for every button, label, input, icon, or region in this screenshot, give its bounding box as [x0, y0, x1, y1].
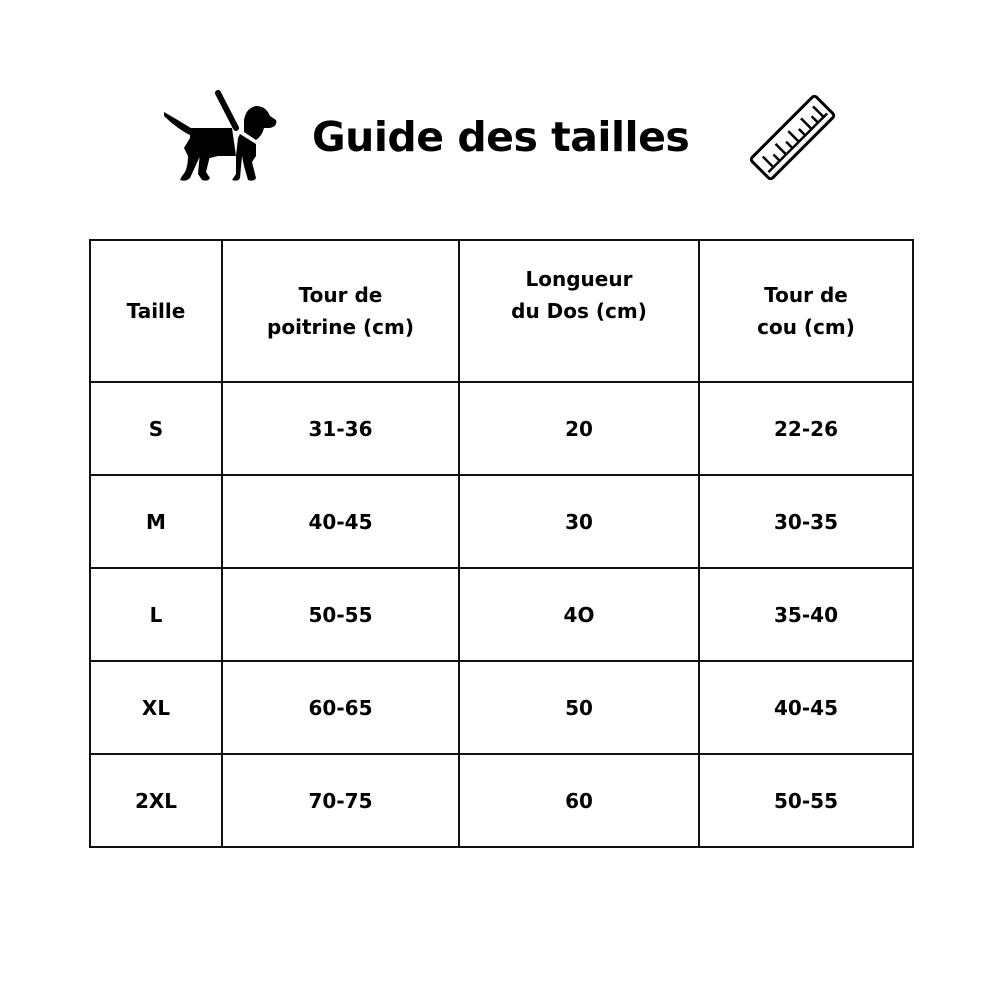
- header: [0, 85, 1000, 190]
- table-row: [90, 382, 913, 475]
- cell-chest: 40-45: [222, 475, 459, 568]
- cell-size: XL: [90, 661, 222, 754]
- cell-back-length: 30: [459, 475, 699, 568]
- cell-back-length: 60: [459, 754, 699, 847]
- ruler-icon: [745, 90, 840, 185]
- column-header-label: du Dos (cm): [511, 299, 647, 323]
- cell-size: S: [90, 382, 222, 475]
- cell-size: 2XL: [90, 754, 222, 847]
- table-row: [90, 568, 913, 661]
- cell-neck: 40-45: [699, 661, 913, 754]
- cell-chest: 70-75: [222, 754, 459, 847]
- column-header-label: poitrine (cm): [267, 315, 414, 339]
- cell-neck: 35-40: [699, 568, 913, 661]
- cell-size: M: [90, 475, 222, 568]
- cell-chest: 50-55: [222, 568, 459, 661]
- cell-back-length: 50: [459, 661, 699, 754]
- column-header-label: Tour de: [764, 283, 848, 307]
- guide-dog-icon: [160, 90, 280, 185]
- column-header-neck: [699, 240, 913, 382]
- column-header-label: Longueur: [525, 267, 633, 291]
- cell-neck: 30-35: [699, 475, 913, 568]
- column-header-chest: [222, 240, 459, 382]
- column-header-back-length: [459, 240, 699, 382]
- table-row: [90, 475, 913, 568]
- column-header-label: cou (cm): [757, 315, 855, 339]
- table-header-row: [90, 240, 913, 382]
- table-row: [90, 661, 913, 754]
- size-table: [89, 239, 914, 848]
- cell-neck: 22-26: [699, 382, 913, 475]
- cell-back-length: 4O: [459, 568, 699, 661]
- column-header-size: [90, 240, 222, 382]
- cell-chest: 31-36: [222, 382, 459, 475]
- page-title: Guide des tailles: [312, 113, 690, 161]
- cell-back-length: 20: [459, 382, 699, 475]
- cell-chest: 60-65: [222, 661, 459, 754]
- column-header-label: Taille: [126, 299, 186, 323]
- cell-size: L: [90, 568, 222, 661]
- column-header-label: Tour de: [298, 283, 383, 307]
- table-row: [90, 754, 913, 847]
- cell-neck: 50-55: [699, 754, 913, 847]
